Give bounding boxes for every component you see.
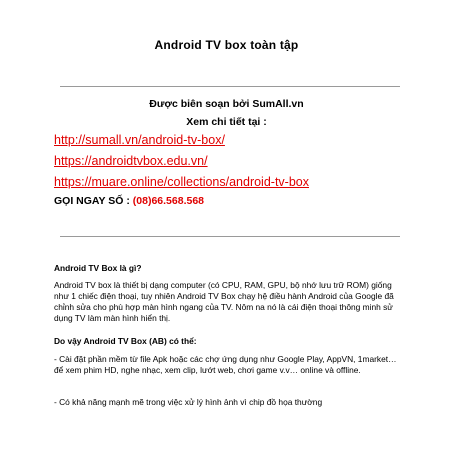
document-title: Android TV box toàn tập: [154, 38, 299, 52]
link-sumall[interactable]: http://sumall.vn/android-tv-box/: [54, 133, 225, 147]
section-heading-what-is: Android TV Box là gì?: [54, 263, 142, 273]
capability-item-apps: - Cài đặt phần mềm từ file Apk hoặc các chợ ứng dụng như Google Play, AppVN, 1market… để xem phim HD, nghe nhạc, xem clip, lướt web, chơi game v.v… online và offline.: [54, 354, 397, 375]
top-divider: [60, 86, 400, 87]
section-heading-capabilities: Do vậy Android TV Box (AB) có thể:: [54, 336, 197, 346]
compiled-by-text: Được biên soạn bởi SumAll.vn: [149, 98, 304, 110]
link-androidtvbox[interactable]: https://androidtvbox.edu.vn/: [54, 154, 208, 168]
capability-item-graphics: - Có khả năng mạnh mẽ trong việc xử lý hình ảnh vì chip đồ họa thường: [54, 397, 323, 407]
section-paragraph-what-is: Android TV box là thiết bị dạng computer (có CPU, RAM, GPU, bộ nhớ lưu trữ ROM) giống như 1 chiếc điện thoại, tuy nhiên Android TV Box chạy hệ điều hành Android của Google đã chỉnh sửa cho phù hợp màn hình ngang của TV. Nôm na nó là cái điện thoại thông minh sử dụng TV làm màn hình hiển thị.: [54, 280, 394, 323]
phone-number[interactable]: (08)66.568.568: [132, 195, 205, 207]
middle-divider: [60, 236, 400, 237]
call-now-line: [54, 195, 204, 207]
link-muare[interactable]: https://muare.online/collections/android-tv-box: [54, 175, 309, 189]
call-label: GỌI NGAY SỐ :: [54, 195, 133, 207]
see-more-text: Xem chi tiết tại :: [186, 116, 267, 128]
